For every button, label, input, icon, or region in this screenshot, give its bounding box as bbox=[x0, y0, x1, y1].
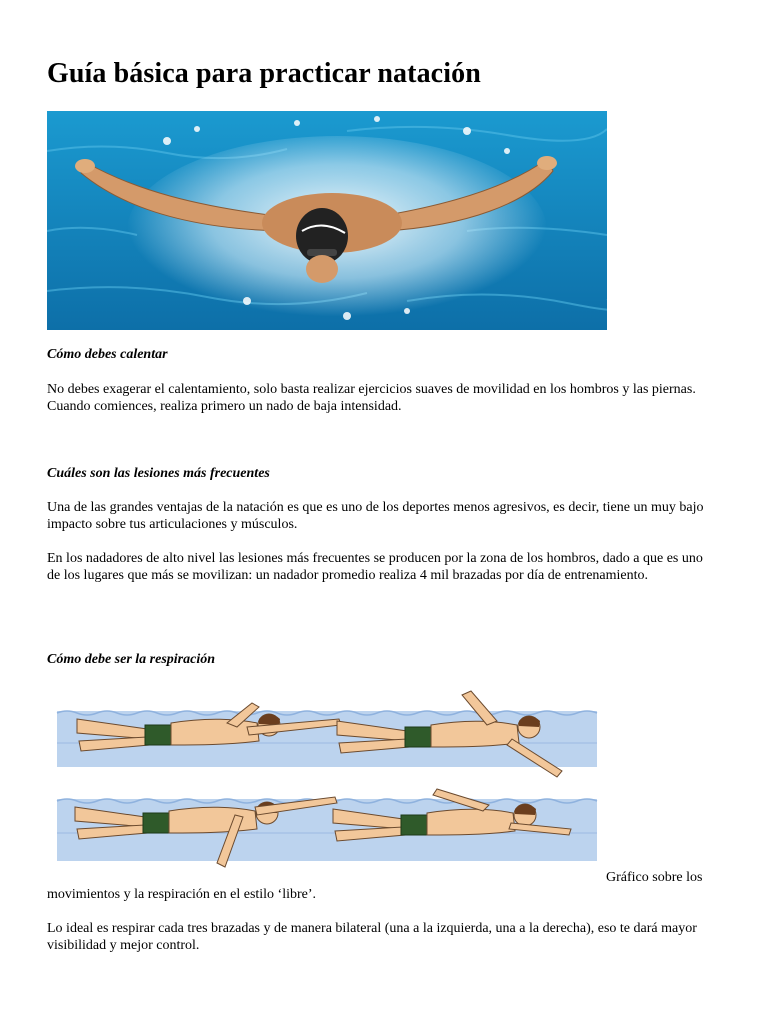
illustration-caption-start: Gráfico sobre los bbox=[606, 870, 703, 885]
freestyle-breathing-diagram bbox=[47, 683, 607, 883]
section-heading-lesiones: Cuáles son las lesiones más frecuentes bbox=[47, 466, 270, 481]
butterfly-swimmer-photo bbox=[47, 111, 607, 330]
illustration-caption-end: movimientos y la respiración en el estilo ‘libre’. bbox=[47, 887, 317, 902]
paragraph-respiracion: Lo ideal es respirar cada tres brazadas y de manera bilateral (una a la izquierda, una a la derecha), eso te dará mayor visibilidad y mejor control. bbox=[47, 921, 697, 953]
page-title: Guía básica para practicar natación bbox=[47, 58, 481, 89]
section-heading-calentar: Cómo debes calentar bbox=[47, 347, 168, 362]
section-heading-respiracion: Cómo debe ser la respiración bbox=[47, 652, 215, 667]
paragraph-lesiones-2: En los nadadores de alto nivel las lesiones más frecuentes se producen por la zona de los hombros, dado a que es uno de los lugares que más se movilizan: un nadador promedio realiza 4 mil brazadas por día de entrenamiento. bbox=[47, 551, 703, 583]
paragraph-calentar: No debes exagerar el calentamiento, solo basta realizar ejercicios suaves de movilidad en los hombros y las piernas. Cuando comiences, realiza primero un nado de baja intensidad. bbox=[47, 382, 696, 414]
paragraph-lesiones-1: Una de las grandes ventajas de la natación es que es uno de los deportes menos agresivos, es decir, tiene un muy bajo impacto sobre tus articulaciones y músculos. bbox=[47, 500, 704, 532]
